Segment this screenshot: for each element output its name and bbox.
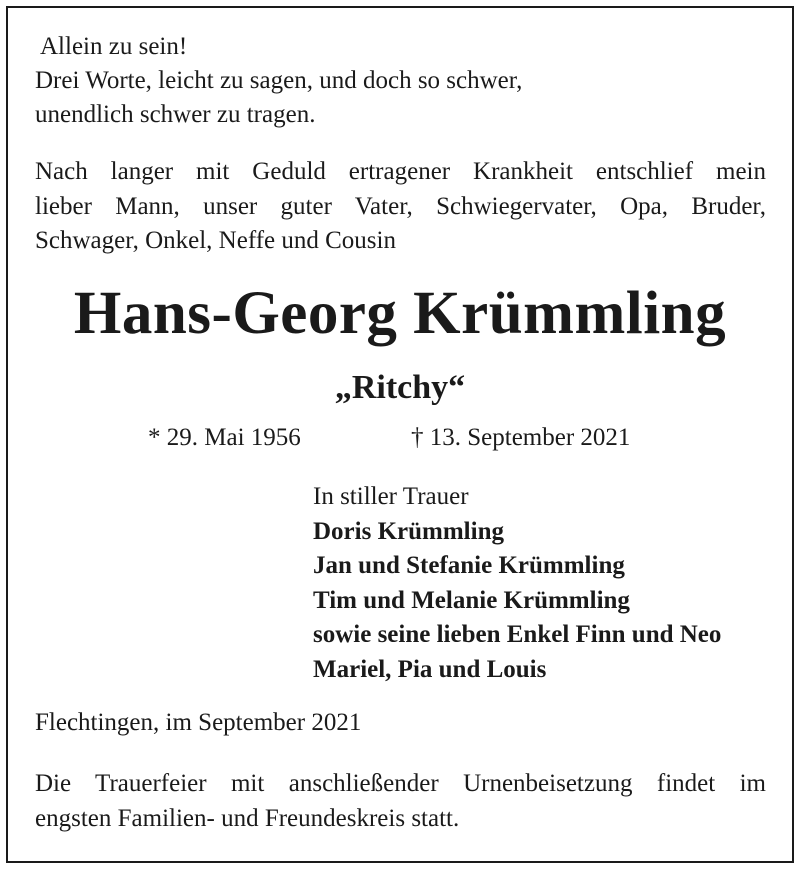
deceased-name: Hans-Georg Krümmling xyxy=(73,280,727,347)
place-date: Flechtingen, im September 2021 xyxy=(35,709,362,736)
notice-line: Die Trauerfeier mit anschließender Urnenbeisetzung findet im xyxy=(35,770,766,797)
intro-line: Schwager, Onkel, Neffe und Cousin xyxy=(35,227,396,254)
poem-line: Drei Worte, leicht zu sagen, und doch so schwer, xyxy=(35,67,523,94)
mourner-name: Doris Krümmling xyxy=(313,517,504,545)
funeral-notice xyxy=(35,766,766,836)
intro-line: Nach langer mit Geduld ertragener Krankheit entschlief mein xyxy=(35,158,766,185)
mourner-name: sowie seine lieben Enkel Finn und Neo xyxy=(313,621,722,648)
mourner-name: Jan und Stefanie Krümmling xyxy=(313,552,625,579)
poem-line: unendlich schwer zu tragen. xyxy=(35,101,316,128)
mourners-heading: In stiller Trauer xyxy=(313,483,469,510)
poem xyxy=(35,30,522,132)
intro-line: lieber Mann, unser guter Vater, Schwiegervater, Opa, Bruder, xyxy=(35,192,766,220)
mourners-list xyxy=(313,480,721,687)
intro-text xyxy=(35,155,766,259)
death-date: † 13. September 2021 xyxy=(411,424,631,451)
deceased-nickname: „Ritchy“ xyxy=(334,369,466,406)
poem-line: Allein zu sein! xyxy=(40,33,188,60)
notice-line: engsten Familien- und Freundeskreis statt. xyxy=(35,805,460,832)
mourner-name: Mariel, Pia und Louis xyxy=(313,655,547,683)
birth-date: * 29. Mai 1956 xyxy=(148,424,301,451)
mourner-name: Tim und Melanie Krümmling xyxy=(313,586,630,614)
